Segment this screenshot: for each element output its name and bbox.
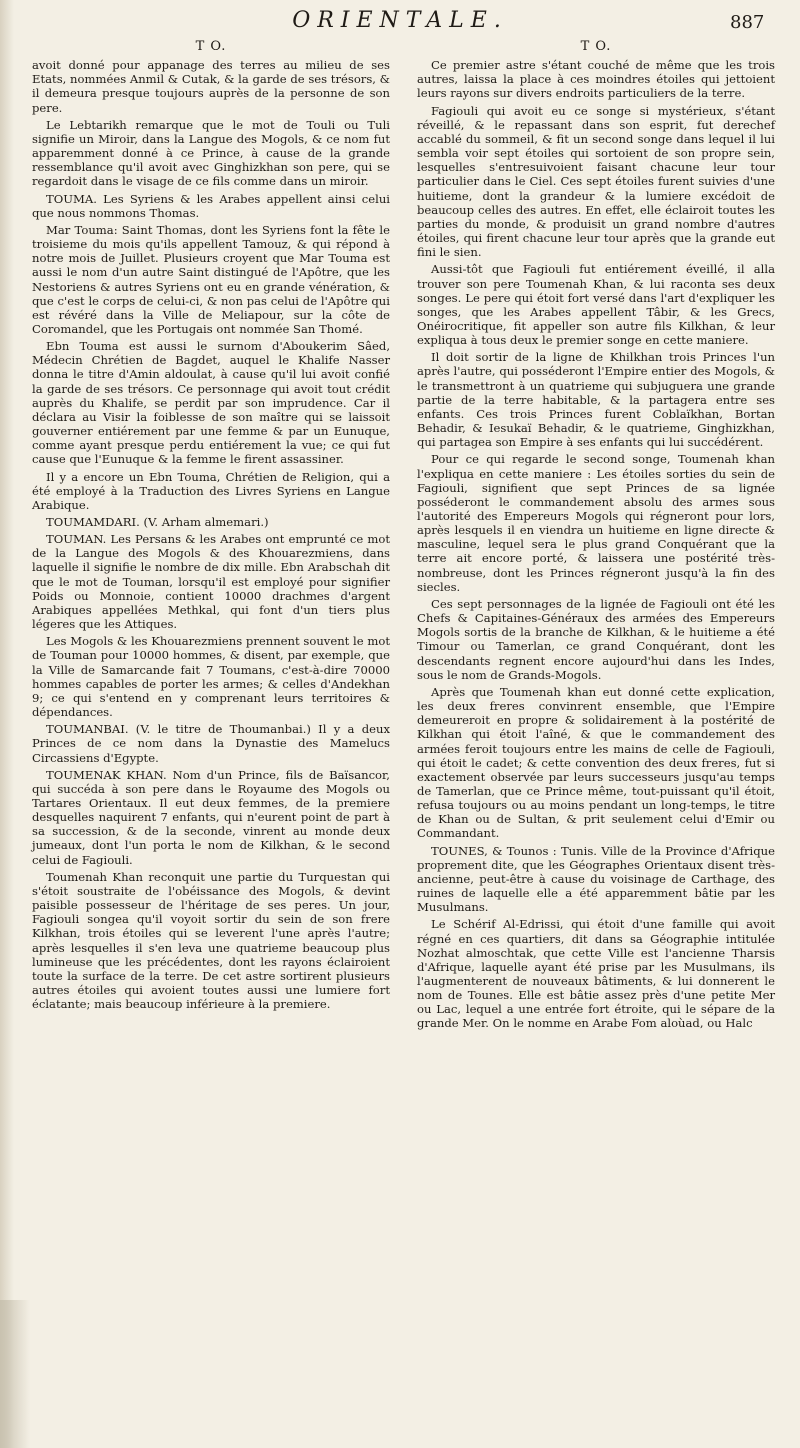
paragraph: Ebn Touma est aussi le surnom d'Aboukerim Sâed, Médecin Chrétien de Bagdet, auquel le Khalife Nasser donna le titre d'Amin aldoulat, à cause qu'il lui avoit confié la garde de ses trésors. Ce personnage qui avoit tout crédit auprès du Khalife, se perdit par son imprudence. Car il déclara au Visir la foiblesse de son maître qui se laissoit gouverner entiérement par une femme & par un Eunuque, comme ayant presque perdu entiérement la vue; ce qui fut cause que l'Eunuque & la femme le firent assassiner.: [32, 339, 390, 467]
paragraph: Fagiouli qui avoit eu ce songe si mystérieux, s'étant réveillé, & le repassant dans son esprit, fut derechef accablé du sommeil, & fit un second songe dans lequel il lui sembla voir sept étoiles qui sortoient de son propre sein, lesquelles s'entresuivoient faisant chacune leur tour particulier dans le Ciel. Ces sept étoiles furent suivies d'une huitieme, dont la grandeur & la lumiere excédoit de beaucoup celles des autres. En effet, elle éclairoit toutes les parties du monde, & produisit un grand nombre d'autres étoiles, qui firent chacune leur tour après que la grande eut fini le sien.: [417, 103, 775, 260]
left-column: [32, 40, 390, 1014]
paragraph: TOUMA. Les Syriens & les Arabes appellent ainsi celui que nous nommons Thomas.: [32, 191, 390, 220]
paragraph: TOUMANBAI. (V. le titre de Thoumanbai.) Il y a deux Princes de ce nom dans la Dynastie des Mamelucs Circassiens d'Egypte.: [32, 722, 390, 765]
paragraph: TOUNES, & Tounos : Tunis. Ville de la Province d'Afrique proprement dite, que les Géographes Orientaux disent très-ancienne, peut-être à cause du voisinage de Carthage, des ruines de laquelle elle a été apparemment bâtie par les Musulmans.: [417, 843, 775, 915]
paragraph: Il doit sortir de la ligne de Khilkhan trois Princes l'un après l'autre, qui posséderont l'Empire entier des Mogols, & le transmettront à un quatrieme qui subjuguera une grande partie de la terre habitable, & la partagera entre ses enfants. Ces trois Princes furent Coblaïkhan, Bortan Behadir, & Iesukaï Behadir, & le quatrieme, Ginghizkhan, qui partagea son Empire à ses enfants qui lui succédérent.: [417, 350, 775, 450]
page-gutter-shadow: [0, 0, 14, 1448]
paragraph: TOUMENAK KHAN. Nom d'un Prince, fils de Baïsancor, qui succéda à son pere dans le Royaume des Mogols ou Tartares Orientaux. Il eut deux femmes, de la premiere desquelles naquirent 7 enfants, qui n'eurent point de part à sa succession, & de la seconde, vinrent au monde deux jumeaux, dont l'un porta le nom de Kilkhan, & le second celui de Fagiouli.: [32, 767, 390, 867]
paragraph: TOUMAMDARI. (V. Arham almemari.): [46, 515, 269, 529]
paragraph: Toumenah Khan reconquit une partie du Turquestan qui s'étoit soustraite de l'obéissance des Mogols, & devint paisible possesseur de l'héritage de ses peres. Un jour, Fagiouli songea qu'il voyoit sortir du sein de son frere Kilkhan, trois étoiles qui se leverent l'une après l'autre; après lesquelles il s'en leva une quatrieme beaucoup plus lumineuse que les précédentes, dont les rayons éclairoient toute la surface de la terre. De cet astre sortirent plusieurs autres étoiles qui avoient toutes aussi une lumiere fort éclatante; mais beaucoup inférieure à la premiere.: [32, 869, 390, 1012]
paragraph: avoit donné pour appanage des terres au milieu de ses Etats, nommées Anmil & Cutak, & la garde de ses trésors, & il demeura presque toujours auprès de la personne de son pere.: [32, 58, 390, 115]
paragraph: Mar Touma: Saint Thomas, dont les Syriens font la fête le troisieme du mois qu'ils appellent Tamouz, & qui répond à notre mois de Juillet. Plusieurs croyent que Mar Touma est aussi le nom d'un autre Saint distingué de l'Apôtre, que les Nestoriens & autres Syriens ont eu en grande vénération, & que c'est le corps de celui-ci, & non pas celui de l'Apôtre qui est révéré dans la Ville de Meliapour, sur la côte de Coromandel, que les Portugais ont nommée San Thomé.: [32, 222, 390, 336]
paragraph: Le Lebtarikh remarque que le mot de Touli ou Tuli signifie un Miroir, dans la Langue des Mogols, & ce nom fut apparemment donné à ce Prince, à cause de la grande ressemblance qu'il avoit avec Ginghizkhan son pere, qui se regardoit dans le visage de ce fils comme dans un miroir.: [32, 117, 390, 189]
paragraph: Il y a encore un Ebn Touma, Chrétien de Religion, qui a été employé à la Traduction des Livres Syriens en Langue Arabique.: [32, 469, 390, 512]
right-column-head: T O.: [580, 39, 612, 54]
paragraph: Le Schérif Al-Edrissi, qui étoit d'une famille qui avoit régné en ces quartiers, dit dans sa Géographie intitulée Nozhat almoschtak, que cette Ville est l'ancienne Tharsis d'Afrique, laquelle ayant été prise par les Musulmans, ils l'augmenterent de nouveaux bâtiments, & lui donnerent le nom de Tounes. Elle est bâtie assez près d'une petite Mer ou Lac, lequel a une entrée fort étroite, qui le sépare de la grande Mer. On le nomme en Arabe Fom aloùad, ou Halc: [417, 917, 775, 1031]
page-edge-stain: [0, 1300, 30, 1448]
paragraph: Ces sept personnages de la lignée de Fagiouli ont été les Chefs & Capitaines-Généraux des armées des Empereurs Mogols sortis de la branche de Kilkhan, & le huitieme a été Timour ou Tamerlan, ce grand Conquérant, dont les descendants regnent encore aujourd'hui dans les Indes, sous le nom de Grands-Mogols.: [417, 596, 775, 682]
running-title: ORIENTALE.: [292, 8, 508, 33]
paragraph: Les Mogols & les Khouarezmiens prennent souvent le mot de Touman pour 10000 hommes, & disent, par exemple, que la Ville de Samarcande fait 7 Toumans, c'est-à-dire 70000 hommes capables de porter les armes; & celles d'Andekhan 9; ce qui s'entend en y comprenant leurs territoires & dépendances.: [32, 634, 390, 720]
page-number: 887: [730, 12, 765, 33]
paragraph: Aussi-tôt que Fagiouli fut entiérement éveillé, il alla trouver son pere Toumenah Khan, & lui raconta ses deux songes. Le pere qui étoit fort versé dans l'art d'expliquer les songes, que les Arabes appellent Tâbir, & les Grecs, Onéirocritique, fit appeller son autre fils Kilkhan, & leur expliqua à tous deux le premier songe en cette maniere.: [417, 262, 775, 348]
paragraph: TOUMAN. Les Persans & les Arabes ont emprunté ce mot de la Langue des Mogols & des Khouarezmiens, dans laquelle il signifie le nombre de dix mille. Ebn Arabschah dit que le mot de Touman, lorsqu'il est employé pour signifier Poids ou Monnoie, contient 10000 drachmes d'argent Arabiques appellées Methkal, qui font d'un tiers plus légeres que les Attiques.: [32, 532, 390, 632]
paragraph: Ce premier astre s'étant couché de même que les trois autres, laissa la place à ces moindres étoiles qui jettoient leurs rayons sur divers endroits particuliers de la terre.: [417, 58, 775, 101]
left-column-head: T O.: [195, 39, 227, 54]
paragraph: Pour ce qui regarde le second songe, Toumenah khan l'expliqua en cette maniere : Les étoiles sorties du sein de Fagiouli, signifient que sept Princes de sa lignée posséderont le commandement absolu des armes sous l'autorité des Empereurs Mogols qui régneront pour lors, après lesquels il en viendra un huitieme en ligne directe & masculine, lequel sera le plus grand Conquérant que la terre ait encore porté, & laissera une postérité très-nombreuse, dont les Princes régneront jusqu'à la fin des siecles.: [417, 452, 775, 594]
paragraph: Après que Toumenah khan eut donné cette explication, les deux freres convinrent ensemble, que l'Empire demeureroit en propre & solidairement à la postérité de Kilkhan qui étoit l'aîné, & que le commandement des armées feroit toujours entre les mains de celle de Fagiouli, qui étoit le cadet; & cette convention des deux freres, fut si exactement observée par leurs successeurs jusqu'au temps de Tamerlan, que ce Prince même, tout-puissant qu'il étoit, refusa toujours ou au moins pendant un long-temps, le titre de Khan ou de Sultan, & prit seulement celui d'Emir ou Commandant.: [417, 684, 775, 841]
right-column: [417, 40, 775, 1034]
